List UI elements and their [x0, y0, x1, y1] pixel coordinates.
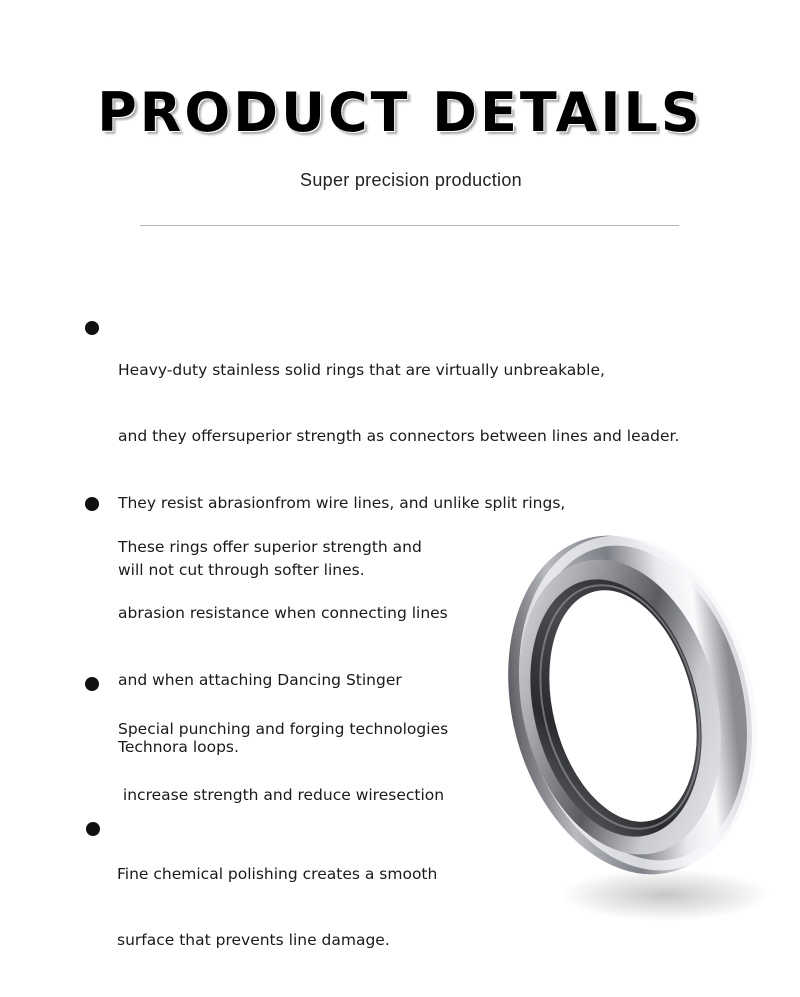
feature-line: Technora loops. — [118, 738, 239, 757]
feature-line: These rings offer superior strength and — [118, 537, 422, 556]
ring-icon — [470, 500, 790, 940]
feature-line: Fine chemical polishing creates a smooth — [117, 864, 438, 883]
feature-line: and when attaching Dancing Stinger — [118, 671, 402, 690]
feature-line: They resist abrasionfrom wire lines, and unlike split rings, — [118, 494, 566, 513]
product-ring-image — [470, 500, 790, 940]
feature-line: Special punching and forging technologies — [118, 719, 449, 738]
feature-line: and they offersuperior strength as connectors between lines and leader. — [118, 427, 680, 446]
feature-text — [117, 818, 437, 996]
page-subtitle: Super precision production — [300, 170, 522, 190]
feature-line: abrasion resistance when connecting lines — [118, 604, 448, 623]
feature-line: Heavy-duty stainless solid rings that are virtually unbreakable, — [118, 360, 605, 379]
feature-line: surface that prevents line damage. — [117, 931, 390, 950]
bullet-dot-icon — [85, 497, 99, 511]
bullet-dot-icon — [86, 822, 100, 836]
header-divider — [140, 225, 679, 226]
feature-line: will not cut through softer lines. — [118, 561, 365, 580]
bullet-dot-icon — [85, 321, 99, 335]
page-title: PRODUCT DETAILS — [97, 81, 703, 144]
bullet-dot-icon — [85, 677, 99, 691]
feature-line: increase strength and reduce wiresection — [118, 786, 445, 805]
